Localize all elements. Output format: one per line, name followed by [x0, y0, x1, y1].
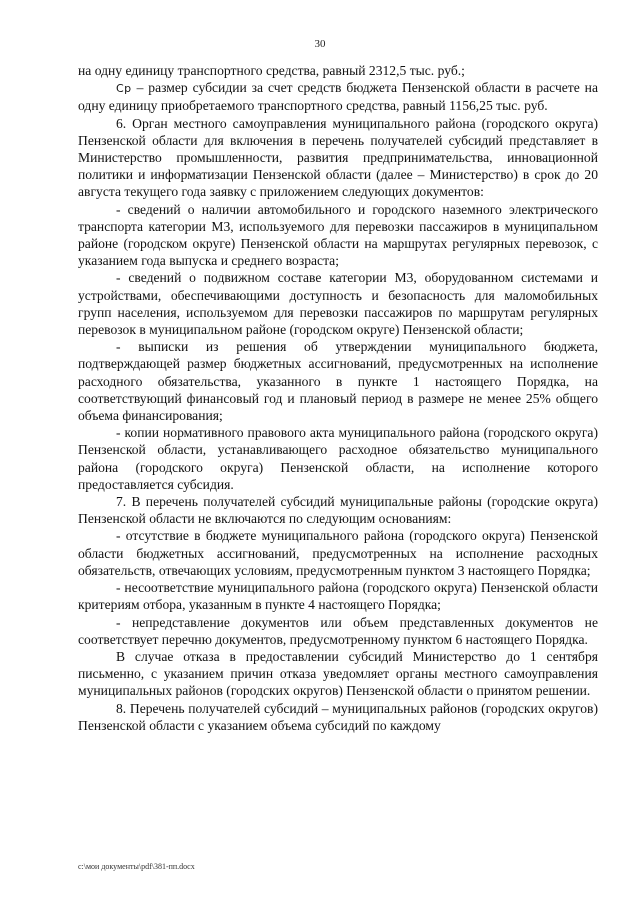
file-path-footer: c:\мои документы\pdf\381-пп.docx [78, 862, 195, 871]
document-body [78, 62, 598, 734]
formula-variable: Ср [116, 82, 132, 96]
paragraph-refusal: В случае отказа в предоставлении субсидий Министерство до 1 сентября письменно, с указанием причин отказа уведомляет органы местного самоуправления муниципальных районов (городских округов) Пензенской области о принятом решении. [78, 648, 598, 699]
paragraph-item-7: 7. В перечень получателей субсидий муниципальные районы (городские округа) Пензенской области не включаются по следующим основаниям: [78, 494, 598, 527]
list-item: - непредставление документов или объем представленных документов не соответствует перечню документов, предусмотренному пунктом 6 настоящего Порядка. [78, 614, 598, 647]
list-item: - сведений о подвижном составе категории М3, оборудованном системами и устройствами, обеспечивающими доступность и безопасность для маломобильных групп населения, используемом для перевозки пассажиров по маршрутам регулярных перевозок в муниципальном районе (городском округе) Пензенской области; [78, 270, 598, 338]
paragraph-continuation: на одну единицу транспортного средства, равный 2312,5 тыс. руб.; [78, 63, 465, 78]
paragraph-item-6: 6. Орган местного самоуправления муниципального района (городского округа) Пензенской области для включения в перечень получателей субсидий представляет в Министерство промышленности, развития предпринимательства, инновационной политики и информатизации Пензенской области (далее – Министерство) в срок до 20 августа текущего года заявку с приложением следующих документов: [78, 115, 598, 200]
list-item: - сведений о наличии автомобильного и городского наземного электрического транспорта категории М3, используемого для перевозки пассажиров в муниципальном районе (городском округе) Пензенской области на маршрутах регулярных перевозок, с указанием года выпуска и среднего возраста; [78, 201, 598, 269]
list-item: - отсутствие в бюджете муниципального района (городского округа) Пензенской области бюджетных ассигнований, предусмотренных на исполнение расходных обязательств, отвечающих условиям, предусмотренным пунктом 3 настоящего Порядка; [78, 528, 598, 578]
page-number: 30 [314, 38, 326, 50]
paragraph-text: – размер субсидии за счет средств бюджета Пензенской области в расчете на одну единицу приобретаемого транспортного средства, равный 1156,25 тыс. руб. [78, 80, 598, 114]
paragraph-subsidy-definition [78, 79, 598, 114]
list-item: - несоответствие муниципального района (городского округа) Пензенской области критериям отбора, указанным в пункте 4 настоящего Порядка; [78, 580, 598, 613]
list-item: - выписки из решения об утверждении муниципального бюджета, подтверждающей размер бюджетных ассигнований, предусмотренных на исполнение расходного обязательства, указанного в пункте 1 настоящего Порядка, на соответствующий финансовый год и плановый период в размере не менее 25% общего объема финансирования; [78, 339, 598, 424]
list-item: - копии нормативного правового акта муниципального района (городского округа) Пензенской области, устанавливающего расходное обязательство муниципального района (городского округа) Пензенской области, на исполнение которого предоставляется субсидия. [78, 425, 598, 492]
paragraph-item-8: 8. Перечень получателей субсидий – муниципальных районов (городских округов) Пензенской области с указанием объема субсидий по каждому [78, 700, 598, 733]
